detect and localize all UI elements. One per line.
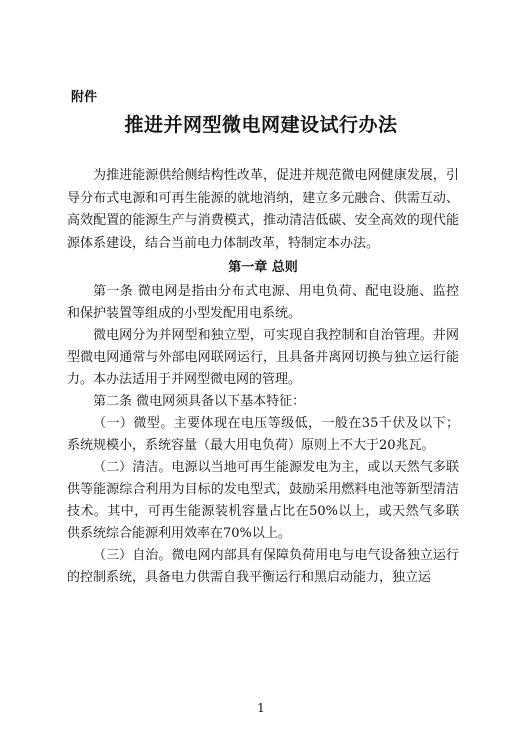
article-2-paragraph: 第二条 微电网须具备以下基本特征：	[93, 394, 306, 409]
document-title: 推进并网型微电网建设试行办法	[124, 114, 398, 136]
feature-autonomy-paragraph: （三）自治。微电网内部具有保障负荷用电与电气设备独立运行的控制系统，具备电力供需自我平衡运行和黑启动能力，独立运	[67, 548, 459, 585]
feature-micro-paragraph: （一）微型。主要体现在电压等级低，一般在35千伏及以下；系统规模小，系统容量（最大用电负荷）原则上不大于20兆瓦。	[67, 416, 459, 453]
feature-clean-paragraph: （二）清洁。电源以当地可再生能源发电为主，或以天然气多联供等能源综合利用为目标的发电型式，鼓励采用燃料电池等新型清洁技术。其中，可再生能源装机容量占比在50%以上，或天然气多联供系统综合能源利用效率在70%以上。	[67, 460, 459, 541]
article-1-paragraph: 第一条 微电网是指由分布式电源、用电负荷、配电设施、监控和保护装置等组成的小型发配用电系统。	[67, 284, 459, 321]
chapter-title: 第一章 总则	[228, 260, 298, 275]
attachment-label: 附件	[71, 90, 98, 105]
microgrid-types-paragraph: 微电网分为并网型和独立型，可实现自我控制和自治管理。并网型微电网通常与外部电网联网运行，且具备并离网切换与独立运行能力。本办法适用于并网型微电网的管理。	[67, 328, 459, 387]
page-number: 1	[257, 701, 265, 715]
document-body	[67, 165, 459, 589]
preamble-paragraph: 为推进能源供给侧结构性改革，促进并规范微电网健康发展，引导分布式电源和可再生能源的就地消纳，建立多元融合、供需互动、高效配置的能源生产与消费模式，推动清洁低碳、安全高效的现代能源体系建设，结合当前电力体制改革，特制定本办法。	[67, 168, 459, 251]
